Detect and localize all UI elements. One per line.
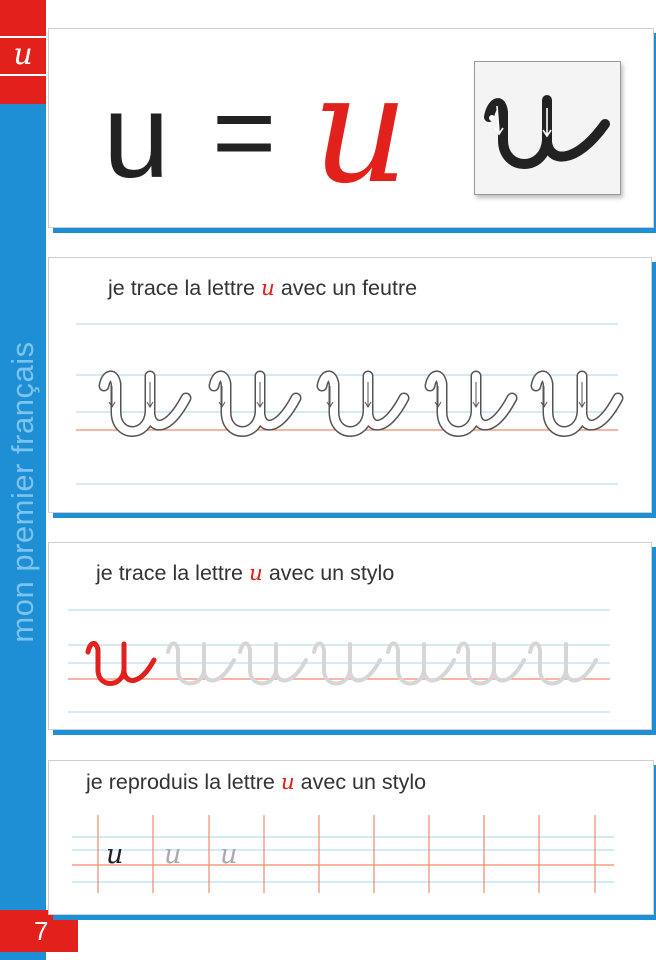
book-title: mon premier français [5,341,40,643]
equals-sign: = [212,71,277,194]
page-number: 7 [0,910,78,952]
copy-sample-2: u [164,839,182,870]
instruction-letter: u [280,770,295,795]
instruction-reproduce: je reproduis la lettre u avec un stylo [86,770,427,795]
chapter-letter: u [0,36,46,76]
instruction-trace-pen: je trace la lettre u avec un stylo [96,561,395,586]
copy-sample-1: u [106,839,124,870]
instruction-letter: u [260,276,275,301]
instruction-trace-marker: je trace la lettre u avec un feutre [108,276,418,301]
cursive-letter: u [312,43,409,217]
print-letter: u [103,69,170,203]
instruction-letter: u [248,561,263,586]
copy-sample-3: u [220,839,238,870]
